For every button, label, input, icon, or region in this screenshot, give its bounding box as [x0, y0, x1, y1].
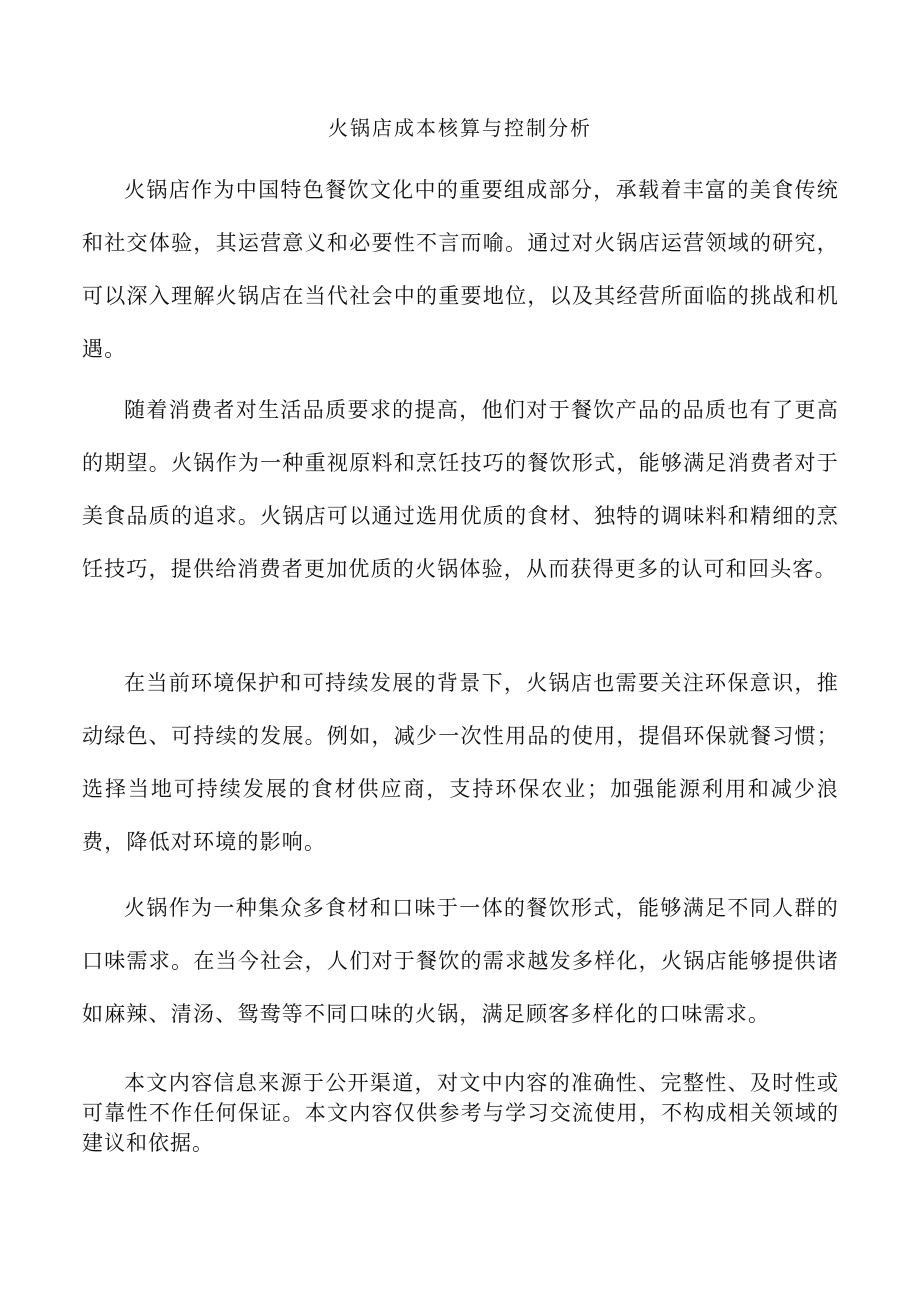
document-title: 火锅店成本核算与控制分析: [328, 116, 592, 140]
paragraph-diversity: 火锅作为一种集众多食材和口味于一体的餐饮形式，能够满足不同人群的口味需求。在当今社会，人们对于餐饮的需求越发多样化，火锅店能够提供诸如麻辣、清汤、鸳鸯等不同口味的火锅，满足顾客多样化的口味需求。: [82, 896, 839, 1026]
paragraph-intro: 火锅店作为中国特色餐饮文化中的重要组成部分，承载着丰富的美食传统和社交体验，其运营意义和必要性不言而喻。通过对火锅店运营领域的研究，可以深入理解火锅店在当代社会中的重要地位，以及其经营所面临的挑战和机遇。: [82, 178, 839, 361]
paragraph-quality: 随着消费者对生活品质要求的提高，他们对于餐饮产品的品质也有了更高的期望。火锅作为一种重视原料和烹饪技巧的餐饮形式，能够满足消费者对于美食品质的追求。火锅店可以通过选用优质的食材、独特的调味料和精细的烹饪技巧，提供给消费者更加优质的火锅体验，从而获得更多的认可和回头客。: [82, 398, 839, 581]
disclaimer-text: 本文内容信息来源于公开渠道，对文中内容的准确性、完整性、及时性或可靠性不作任何保证。本文内容仅供参考与学习交流使用，不构成相关领域的建议和依据。: [82, 1071, 839, 1155]
paragraph-environment: 在当前环境保护和可持续发展的背景下，火锅店也需要关注环保意识，推动绿色、可持续的发展。例如，减少一次性用品的使用，提倡环保就餐习惯；选择当地可持续发展的食材供应商，支持环保农业；加强能源利用和减少浪费，降低对环境的影响。: [82, 671, 839, 854]
